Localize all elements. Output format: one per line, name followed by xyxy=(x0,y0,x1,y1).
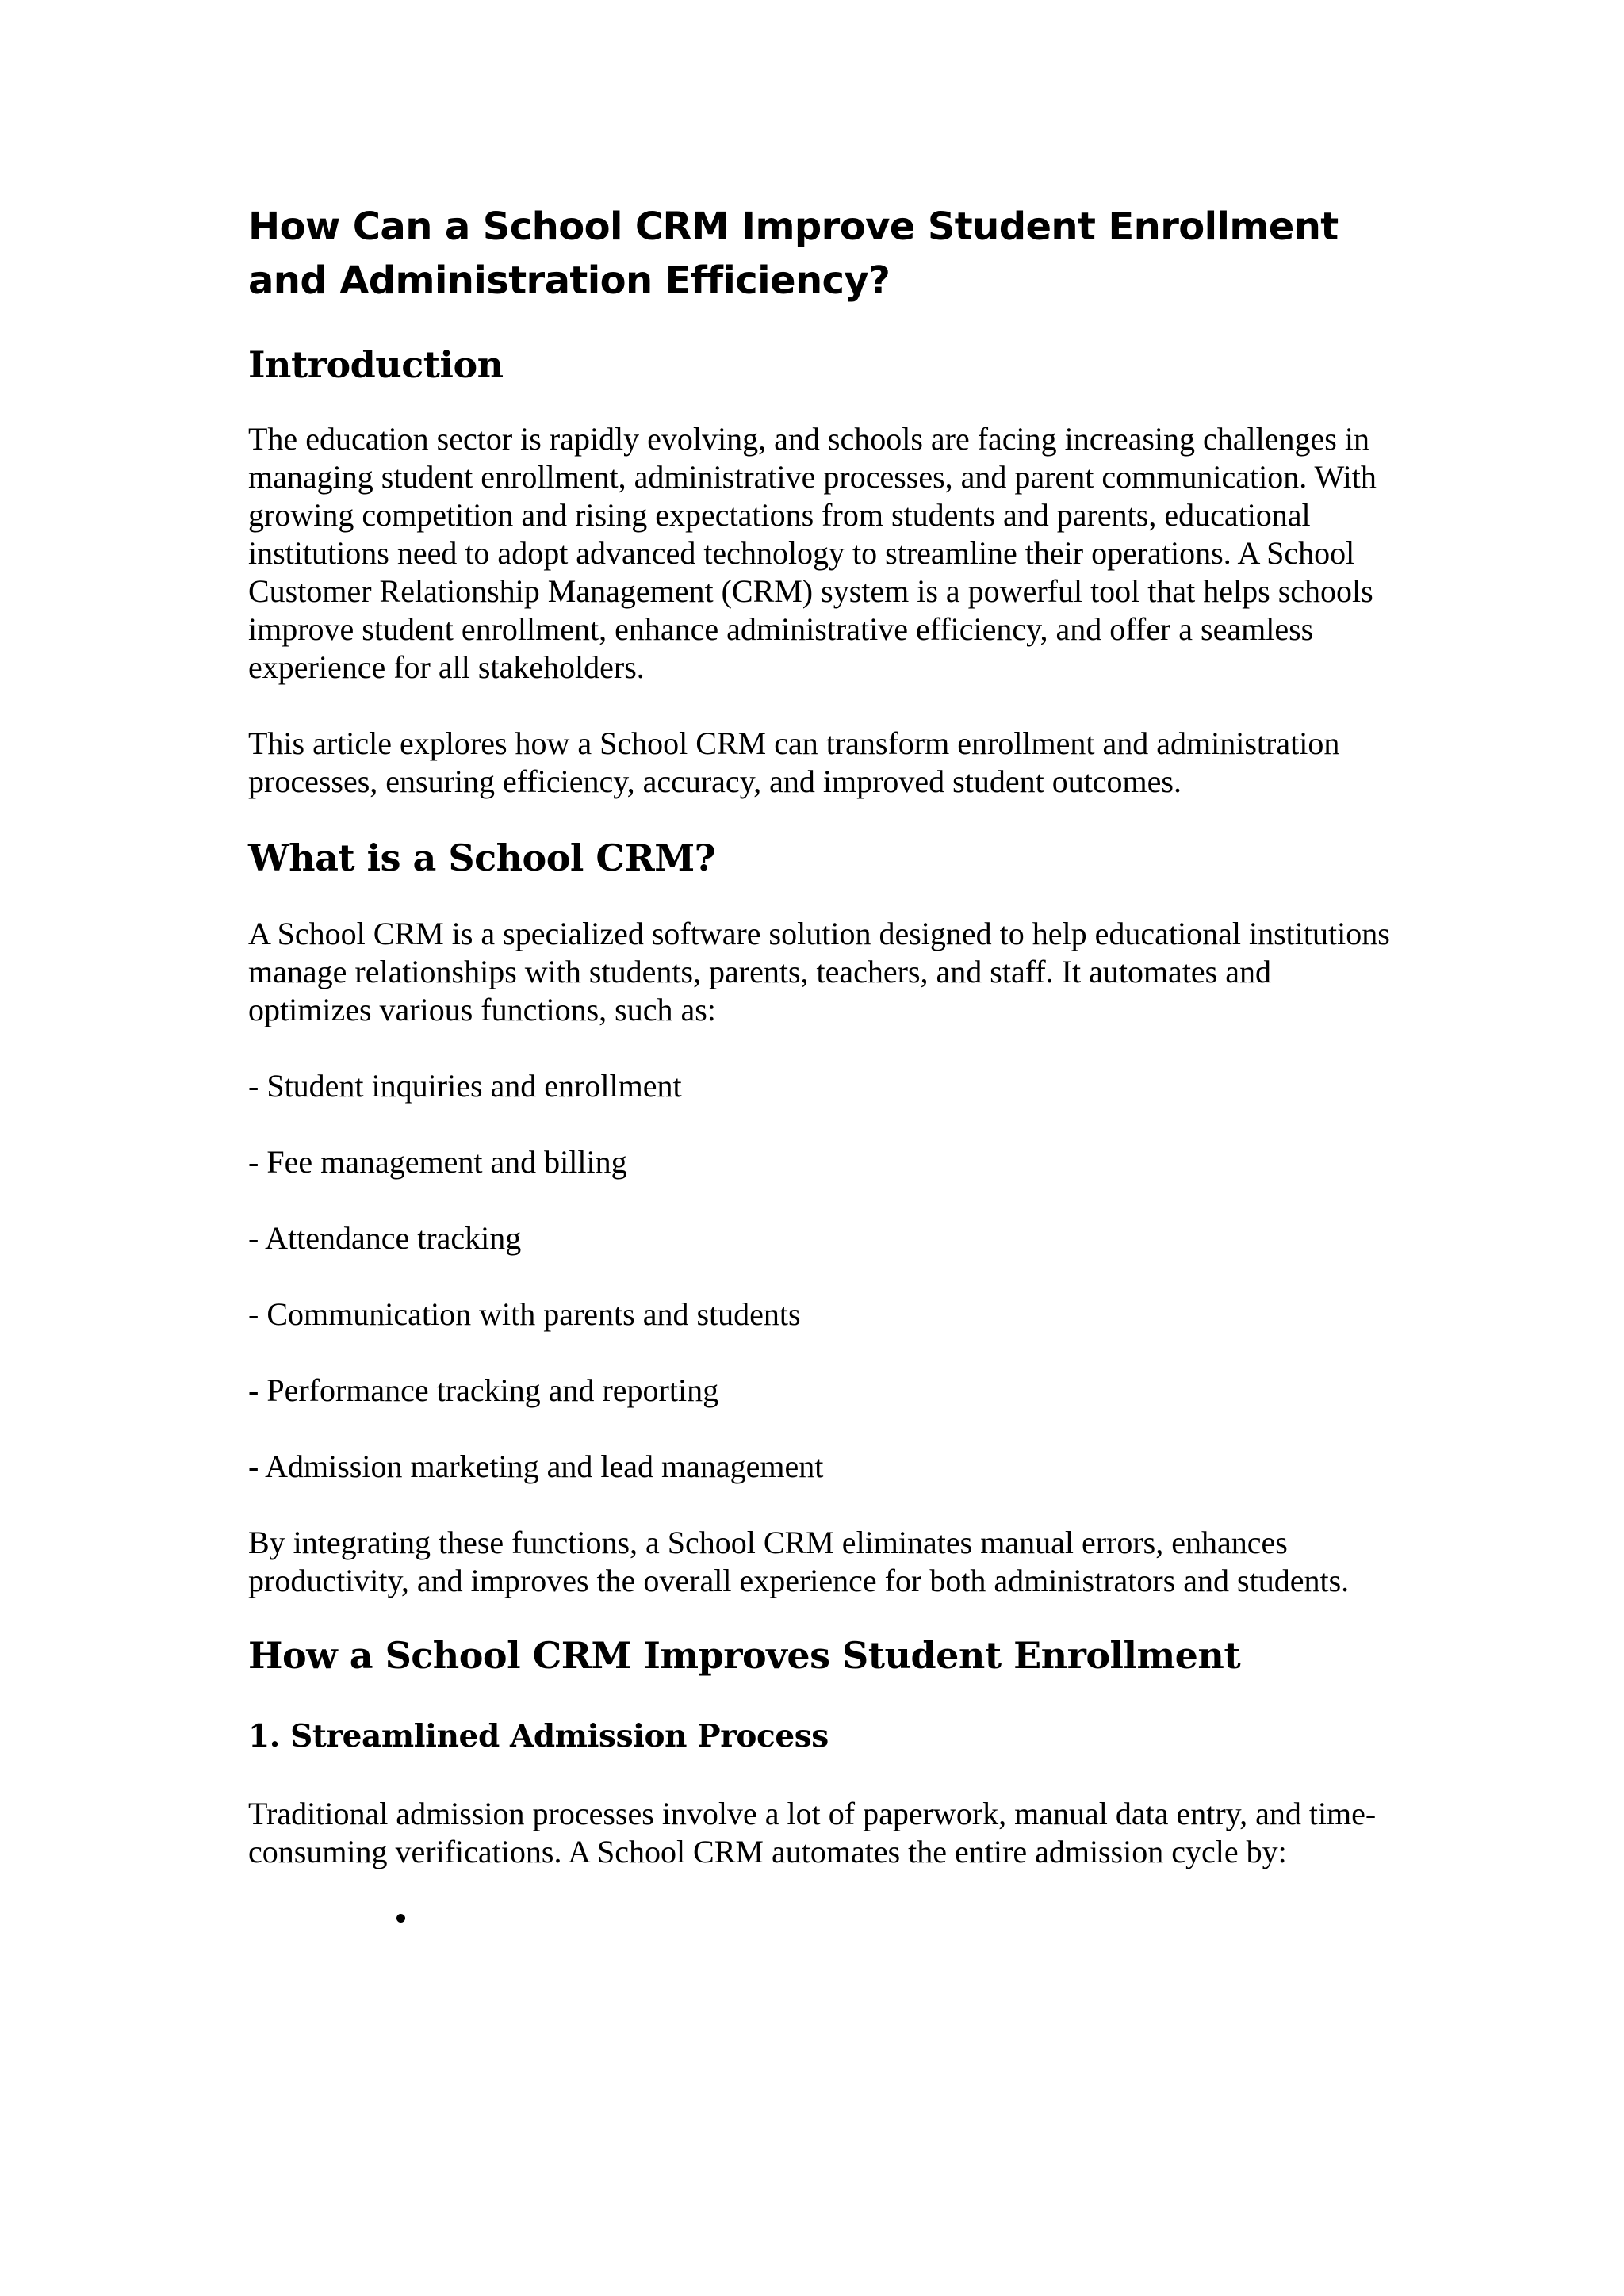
document-title: How Can a School CRM Improve Student Enrollment and Administration Efficiency? xyxy=(248,205,1339,303)
introduction-heading: Introduction xyxy=(248,343,504,386)
feature-list-item: - Fee management and billing xyxy=(248,1144,627,1180)
introduction-paragraph: The education sector is rapidly evolving, and schools are facing increasing challenges in managing student enrollment, administrative processes, and parent communication. With growing competition and rising expectations from students and parents, educational institutions need to adopt advanced technology to streamline their operations. A School Customer Relationship Management (CRM) system is a powerful tool that helps schools improve student enrollment, enhance administrative efficiency, and offer a seamless experience for all stakeholders. xyxy=(248,421,1377,685)
feature-list-item: - Performance tracking and reporting xyxy=(248,1372,719,1408)
what-is-heading: What is a School CRM? xyxy=(248,836,716,879)
list-item xyxy=(396,1912,1398,1944)
feature-list-item: - Admission marketing and lead management xyxy=(248,1448,824,1484)
improves-enrollment-heading: How a School CRM Improves Student Enrollment xyxy=(248,1634,1241,1677)
feature-list-item: - Communication with parents and students xyxy=(248,1296,801,1332)
bullet-icon xyxy=(396,1914,405,1923)
streamlined-admission-subheading: 1. Streamlined Admission Process xyxy=(248,1718,829,1755)
feature-list-item: - Student inquiries and enrollment xyxy=(248,1068,682,1104)
what-is-closing-paragraph: By integrating these functions, a School CRM eliminates manual errors, enhances productivity, and improves the overall experience for both administrators and students. xyxy=(248,1525,1350,1598)
feature-list-item: - Attendance tracking xyxy=(248,1220,522,1256)
admission-paragraph: Traditional admission processes involve a lot of paperwork, manual data entry, and time-consuming verifications. A School CRM automates the entire admission cycle by: xyxy=(248,1796,1377,1869)
document-body xyxy=(248,200,1398,1944)
what-is-intro-paragraph: A School CRM is a specialized software solution designed to help educational institutions manage relationships with students, parents, teachers, and staff. It automates and optimizes various functions, such as: xyxy=(248,916,1390,1027)
introduction-paragraph: This article explores how a School CRM can transform enrollment and administration processes, ensuring efficiency, accuracy, and improved student outcomes. xyxy=(248,725,1340,799)
